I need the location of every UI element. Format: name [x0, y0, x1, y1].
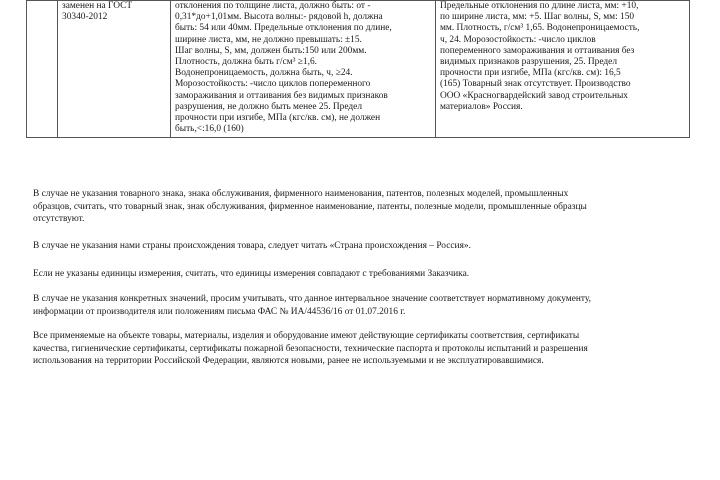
table-cell-number: [27, 1, 58, 138]
spec-table: [26, 0, 690, 138]
requirement-line: Морозостойкость: -число циклов попеременного: [175, 79, 371, 90]
requirement-line: отклонения по толщине листа, должно быть: от -: [175, 1, 371, 11]
paragraph-line: В случае не указания конкретных значений, просим учитывать, что данное интервальное значение соответствует нормативному документу,: [33, 294, 591, 304]
paragraph-units: [33, 268, 693, 281]
offer-line: ч, 24. Морозостойкость: -число циклов: [440, 34, 596, 45]
requirement-line: Плотность, должна быть г/см³ ≥1,6.: [175, 57, 317, 68]
paragraph-line: Все применяемые на объекте товары, материалы, изделия и оборудование имеют действующие сертификаты соответствия, сертификаты: [33, 331, 580, 341]
standard-line: 30340-2012: [62, 12, 108, 23]
offer-line: (165) Товарный знак отсутствует. Производство: [440, 79, 631, 90]
table-cell-standard: [58, 1, 171, 138]
requirement-line: разрушения, не должно быть менее 25. Предел: [175, 101, 363, 112]
requirement-line: Водонепроницаемость, должна быть, ч, ≥24.: [175, 68, 353, 79]
paragraph-line: образцов, считать, что товарный знак, знак обслуживания, фирменное наименование, патенты, полезные модели, промышленные образцы: [33, 201, 587, 212]
requirement-line: ширине листа, мм, не должно превышать: ±15.: [175, 34, 362, 45]
requirement-line: замораживания и оттаивания без видимых признаков: [175, 90, 388, 101]
paragraph-line: В случае не указания товарного знака, знака обслуживания, фирменного наименования, патентов, полезных моделей, промышленных: [33, 189, 569, 199]
paragraph-country: [33, 240, 693, 253]
paragraph-values: [33, 293, 693, 318]
table-row: [27, 1, 690, 138]
requirement-line: прочности при изгибе, МПа (кгс/кв. см), не должен: [175, 113, 381, 124]
requirement-line: быть,<:16,0 (160): [175, 124, 244, 135]
paragraph-line: информации от производителя или положениям письма ФАС № ИА/44536/16 от 01.07.2016 г.: [33, 306, 406, 317]
offer-line: материалов» Россия.: [440, 101, 523, 112]
offer-line: видимых признаков разрушения, 25. Предел: [440, 57, 618, 68]
offer-line: ООО «Красногвардейский завод строительных: [440, 90, 628, 101]
paragraph-line: использования на территории Российской Федерации, являются новыми, ранее не используемыми и не эксплуатировавшимися.: [33, 356, 544, 367]
paragraph-line: В случае не указания нами страны происхождения товара, следует читать «Страна происхождения – Россия».: [33, 241, 471, 251]
offer-line: Предельные отклонения по длине листа, мм: +10,: [440, 1, 639, 11]
paragraph-certificates: [33, 330, 693, 368]
offer-line: прочности при изгибе, МПа (кгс/кв. см): 16,5: [440, 68, 621, 79]
standard-line: заменен на ГОСТ: [62, 1, 133, 11]
requirement-line: 0,31*до+1,01мм. Высота волны:- рядовой h, должна: [175, 12, 383, 23]
requirement-line: Шаг волны, S, мм, должен быть:150 или 200мм.: [175, 45, 367, 56]
paragraph-trademark: [33, 188, 693, 226]
table-cell-requirements: [171, 1, 436, 138]
paragraph-line: отсутствуют.: [33, 214, 85, 225]
offer-line: попеременного замораживания и оттаивания без: [440, 45, 635, 56]
paragraph-line: Если не указаны единицы измерения, считать, что единицы измерения совпадают с требованиями Заказчика.: [33, 269, 470, 279]
requirement-line: быть: 54 или 40мм. Предельные отклонения по длине,: [175, 23, 392, 34]
table-cell-offer: [436, 1, 690, 138]
offer-line: мм. Плотность, г/см³ 1,65. Водонепроницаемость,: [440, 23, 640, 34]
paragraph-line: качества, гигиенические сертификаты, сертификаты пожарной безопасности, технические паспорта и протоколы испытаний и разрешения: [33, 343, 588, 354]
offer-line: по ширине листа, мм: +5. Шаг волны, S, мм: 150: [440, 12, 635, 23]
